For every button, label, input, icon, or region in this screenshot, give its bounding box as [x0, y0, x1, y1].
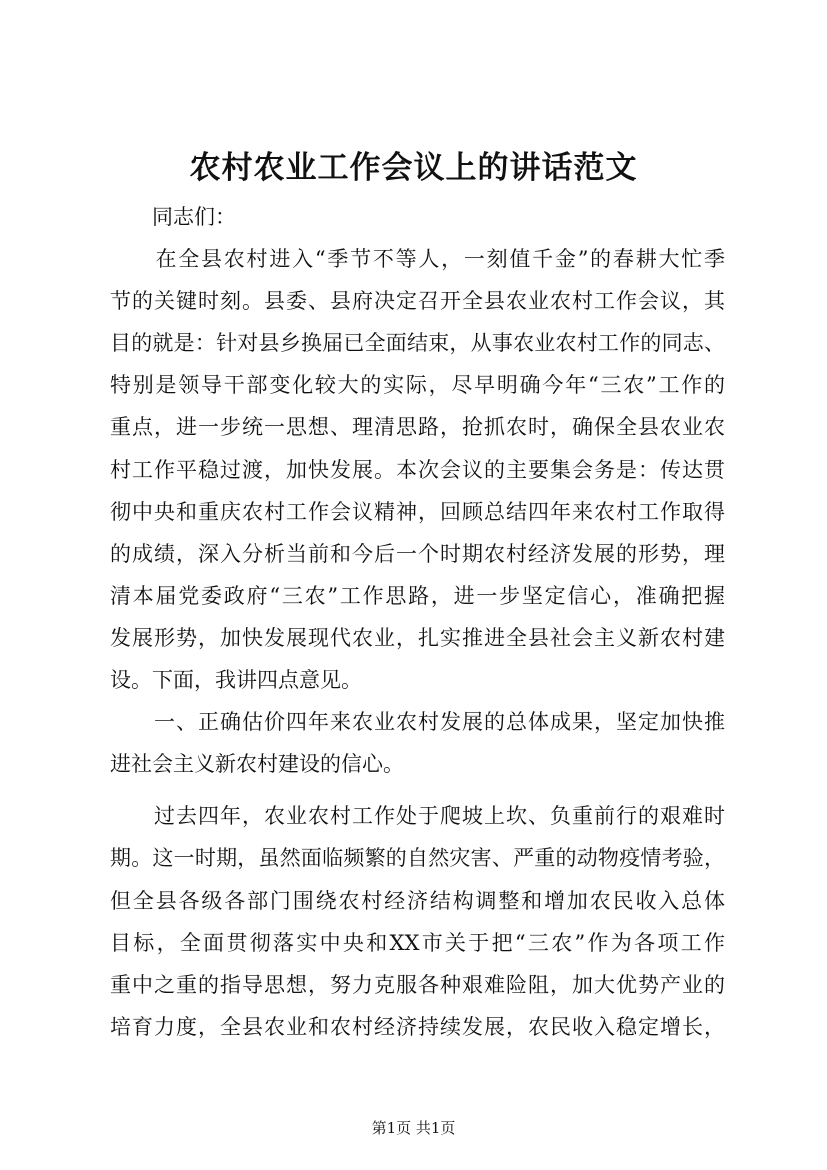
paragraph-line: 目标，全面贯彻落实中央和XX市关于把“三农”作为各项工作: [110, 930, 725, 955]
paragraph-line: 的成绩，深入分析当前和今后一个时期农村经济发展的形势，理: [110, 541, 725, 566]
paragraph-line: 设。下面，我讲四点意见。: [110, 668, 362, 693]
paragraph-line: 特别是领导干部变化较大的实际，尽早明确今年“三农”工作的: [110, 373, 725, 398]
paragraph-line: 目的就是：针对县乡换届已全面结束，从事农业农村工作的同志、: [110, 331, 725, 356]
paragraph-line: 清本届党委政府“三农”工作思路，进一步坚定信心，准确把握: [110, 583, 725, 608]
heading-line: 进社会主义新农村建设的信心。: [110, 752, 404, 777]
salutation-line: 同志们：: [110, 205, 236, 229]
paragraph-gap: [110, 785, 725, 795]
paragraph-line: 村工作平稳过渡，加快发展。本次会议的主要集会务是：传达贯: [110, 457, 725, 482]
paragraph-line: 彻中央和重庆农村工作会议精神，回顾总结四年来农村工作取得: [110, 499, 725, 524]
paragraph-line: 重中之重的指导思想，努力克服各种艰难险阻，加大优势产业的: [110, 972, 725, 997]
paragraph-line: 过去四年，农业农村工作处于爬坡上坎、负重前行的艰难时: [110, 804, 725, 829]
paragraph-line: 培育力度，全县农业和农村经济持续发展，农民收入稳定增长，: [110, 1014, 725, 1039]
document-title: 农村农业工作会议上的讲话范文: [189, 150, 638, 186]
document-body: [110, 196, 725, 1048]
paragraph-line: 发展形势，加快发展现代农业，扎实推进全县社会主义新农村建: [110, 625, 725, 650]
paragraph-line: 节的关键时刻。县委、县府决定召开全县农业农村工作会议，其: [110, 289, 725, 314]
paragraph-line: 但全县各级各部门围绕农村经济结构调整和增加农民收入总体: [110, 888, 725, 913]
page-footer: 第1页 共1页: [371, 1119, 456, 1137]
paragraph-line: 在全县农村进入“季节不等人，一刻值千金”的春耕大忙季: [110, 247, 725, 272]
paragraph-line: 期。这一时期，虽然面临频繁的自然灾害、严重的动物疫情考验，: [110, 846, 725, 871]
heading-line: 一、正确估价四年来农业农村发展的总体成果，坚定加快推: [110, 710, 725, 735]
paragraph-line: 重点，进一步统一思想、理清思路，抢抓农时，确保全县农业农: [110, 415, 725, 440]
